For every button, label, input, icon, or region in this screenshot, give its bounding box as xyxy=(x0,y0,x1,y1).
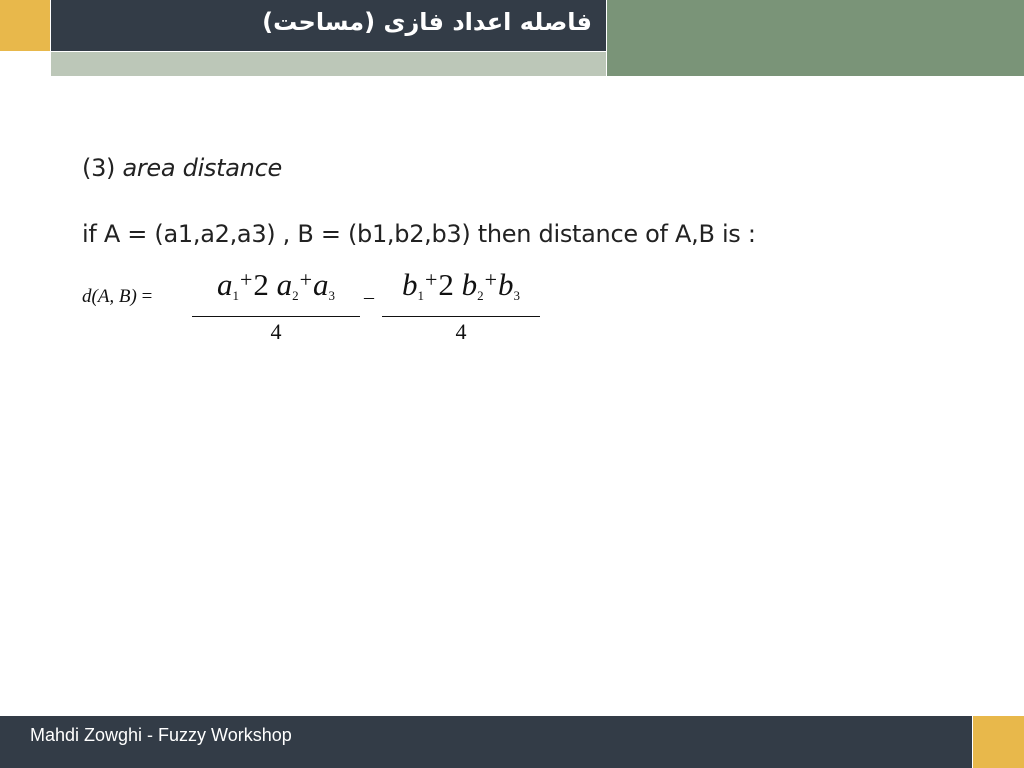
header-green-block xyxy=(607,0,1024,76)
plus-sign: + xyxy=(299,267,313,292)
b1-var: b xyxy=(401,267,418,302)
fraction-a-denominator: 4 xyxy=(270,319,282,344)
fraction-a xyxy=(192,262,360,347)
plus-sign: + xyxy=(424,267,438,292)
header-title-bar xyxy=(51,0,606,51)
formula-lhs xyxy=(82,286,152,308)
coefficient: 2 xyxy=(438,267,454,302)
fraction-a-numerator xyxy=(192,262,360,314)
fraction-b xyxy=(382,262,540,347)
condition-text: if A = (a1,a2,a3) , B = (b1,b2,b3) then distance of A,B is : xyxy=(82,220,756,248)
b2-var: b xyxy=(461,267,478,302)
plus-sign: + xyxy=(484,267,498,292)
formula-lhs-expr: d(A, B) xyxy=(82,286,137,307)
a1-var: a xyxy=(216,267,233,302)
a3-sub: 3 xyxy=(328,288,336,303)
plus-sign: + xyxy=(239,267,253,292)
a2-sub: 2 xyxy=(292,288,299,303)
item-title: area distance xyxy=(122,154,282,182)
a1-sub: 1 xyxy=(232,288,239,303)
item-heading xyxy=(82,150,982,186)
fraction-b-denominator: 4 xyxy=(455,319,467,344)
header-gold-accent xyxy=(0,0,50,51)
footer-gold-accent xyxy=(973,716,1024,768)
footer-author: Mahdi Zowghi - Fuzzy Workshop xyxy=(30,725,292,745)
slide-title: فاصله اعداد فازی (مساحت) xyxy=(262,8,592,36)
area-distance-formula xyxy=(82,262,562,342)
header-light-strip xyxy=(51,52,606,76)
a3-var: a xyxy=(313,267,329,302)
b3-sub: 3 xyxy=(513,288,521,303)
slide-content xyxy=(82,150,982,248)
minus-sign: – xyxy=(364,286,374,308)
coefficient: 2 xyxy=(253,267,269,302)
a2-var: a xyxy=(276,267,293,302)
b3-var: b xyxy=(498,267,514,302)
fraction-b-numerator xyxy=(382,262,540,314)
b1-sub: 1 xyxy=(417,288,424,303)
item-number: (3) xyxy=(82,154,116,182)
footer-bar xyxy=(0,716,972,768)
formula-equals: = xyxy=(141,286,153,307)
b2-sub: 2 xyxy=(477,288,484,303)
